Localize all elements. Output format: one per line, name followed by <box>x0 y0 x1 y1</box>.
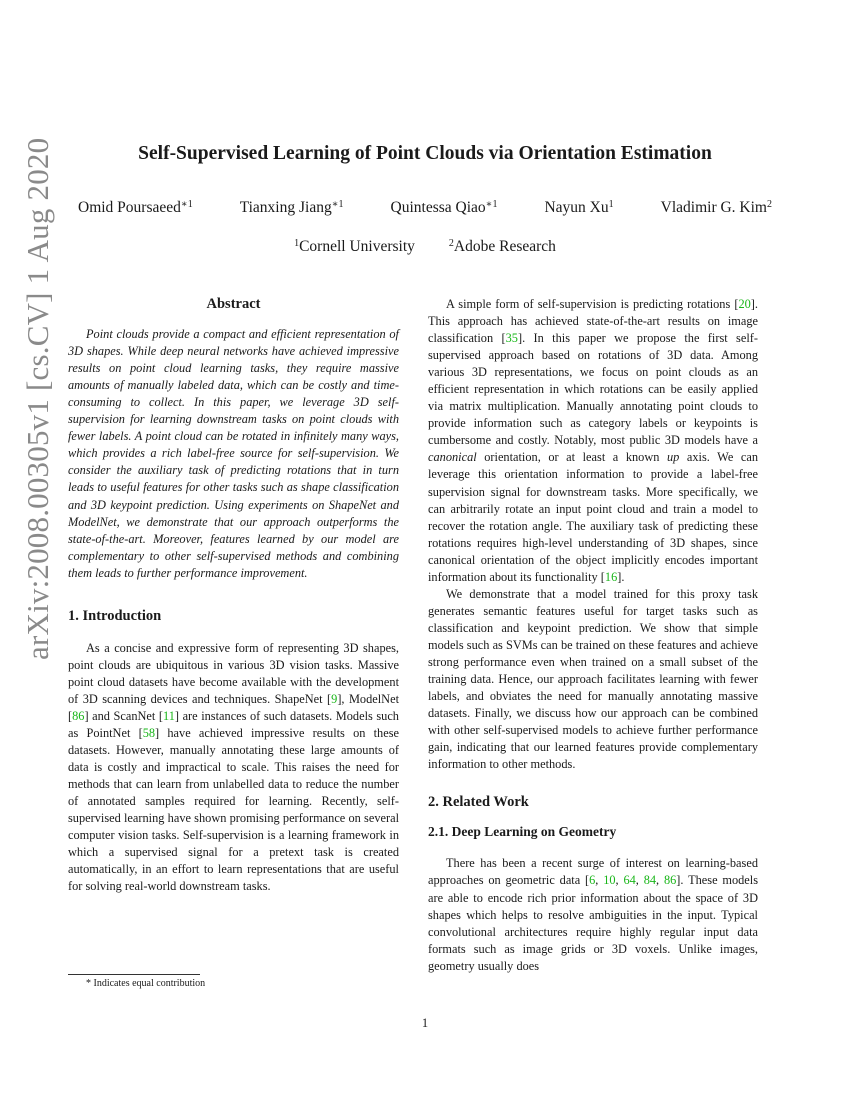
author-list <box>50 199 800 217</box>
citation-link[interactable]: 84 <box>643 873 657 888</box>
affiliation-list <box>0 238 850 256</box>
author-2-mark: ∗1 <box>331 199 344 210</box>
author-2: Tianxing Jiang$^{∗1}$ <box>239 199 344 216</box>
deep-learning-subheading: 2.1. Deep Learning on Geometry <box>428 824 617 840</box>
left-column <box>68 296 399 896</box>
citation-link[interactable]: 20 <box>738 297 751 311</box>
author-1-mark: ∗1 <box>180 199 193 210</box>
author-1: Omid Poursaeed$^{∗1}$ <box>78 199 193 216</box>
citation-link[interactable]: 10 <box>603 873 616 888</box>
related-paragraph: There has been a recent surge of interest on learning-based approaches on geometric data [6, 10, 64, 84, 86]. These models are able to encode rich prior information about the space of 3D shapes which helps to resolve ambiguities in the input. Typical convolutional architectures require highly regular input data formats such as image grids or 3D voxels. Unlike images, geometry usually does <box>428 856 759 973</box>
rotation-paragraph: A simple form of self-supervision is predicting rotations [20]. This approach has achieved state-of-the-art results on image classification [35]. In this paper we propose the first self-supervised approach based on rotations of 3D data. Among various 3D representations, we focus on point clouds as an efficient representation in which rotations can be easily applied via matrix multiplication. Manually annotating point clouds to provide information such as category labels or keypoints is cumbersome and costly. Notably, most public 3D models have a canonical orientation, or at least a known up axis. We can leverage this orientation information to provide a label-free supervision signal for downstream tasks. More specifically, we can arbitrarily rotate an input point cloud and train a model to recover the rotation angle. The auxiliary task of predicting these rotations requires high-level understanding of 3D shapes, since canonical orientation of the object implicitly encodes important information about its functionality [16]. <box>428 297 758 584</box>
paper-title: Self-Supervised Learning of Point Clouds via Orientation Estimation <box>138 143 712 164</box>
citation-link[interactable]: 86 <box>72 708 85 723</box>
page-number: 1 <box>421 1016 429 1030</box>
affiliation-1: $^1$Cornell University <box>294 238 415 255</box>
author-3-mark: ∗1 <box>485 199 498 210</box>
author-4-mark: 1 <box>608 199 614 210</box>
citation-link[interactable]: 16 <box>604 569 618 584</box>
author-4: Nayun Xu$^1$ <box>544 199 614 216</box>
right-column <box>428 296 758 975</box>
citation-link[interactable]: 58 <box>142 726 156 741</box>
arxiv-id: arXiv:2008.00305v1 [cs.CV] 1 Aug 2020 <box>20 137 55 660</box>
intro-heading: 1. Introduction <box>68 607 162 624</box>
intro-paragraph: As a concise and expressive form of representing 3D shapes, point clouds are ubiquitous in various 3D vision tasks. Massive point cloud datasets have become available with the development of 3D scanning devices and techniques. ShapeNet [9], ModelNet [86] and ScanNet [11] are instances of such datasets. Models such as PointNet [58] have achieved impressive results on these datasets. However, manually annotating these large amounts of data is costly and impractical to scale. This raises the need for methods that can learn from unlabelled data to reduce the number of annotated samples required for learning. Recently, self-supervised learning have shown promising performance on several computer vision tasks. Self-supervision is a learning framework in which a supervised signal for a pretext task is created automatically, in an effort to learn representations that are useful for solving real-world downstream tasks. <box>68 640 399 894</box>
author-5-mark: 2 <box>767 199 772 210</box>
citation-link[interactable]: 64 <box>623 873 636 888</box>
affiliation-2: $^2$Adobe Research <box>448 238 556 255</box>
citation-link[interactable]: 11 <box>163 708 175 723</box>
citation-link[interactable]: 6 <box>589 873 596 888</box>
abstract-heading: Abstract <box>206 296 261 312</box>
author-3: Quintessa Qiao$^{∗1}$ <box>390 199 498 216</box>
footnote-rule <box>68 974 200 975</box>
footnote: * Indicates equal contribution <box>86 978 206 989</box>
abstract-text: Point clouds provide a compact and efficient representation of 3D shapes. While deep neural networks have achieved impressive results on point cloud learning tasks, they require massive amounts of manually labeled data, which can be costly and time-consuming to collect. In this paper, we leverage 3D self-supervision for learning downstream tasks on point clouds with fewer labels. A point cloud can be rotated in infinitely many ways, which provides a rich label-free source for self-supervision. We consider the auxiliary task of predicting rotations that in turn leads to useful features for other tasks such as shape classification and 3D keypoint prediction. Using experiments on ShapeNet and ModelNet, we demonstrate that our approach outperforms the state-of-the-art. Moreover, features learned by our model are complementary to other self-supervised methods and combining them leads to further performance improvement. <box>68 327 399 580</box>
author-5: Vladimir G. Kim$^2$ <box>660 199 772 216</box>
citation-link[interactable]: 35 <box>505 331 518 346</box>
citation-link[interactable]: 9 <box>331 691 338 706</box>
demonstrate-paragraph: We demonstrate that a model trained for this proxy task generates semantic features useful for target tasks such as classification and keypoint prediction. We show that simple models such as SVMs can be trained on these features and achieve strong performance even when trained on a small subset of the training data. Hence, our approach facilitates learning with fewer labels, and obviates the need for manually annotating massive datasets. Finally, we discuss how our approach can be combined with other self-supervised models to achieve further performance gain, indicating that our learned features provide complementary information to other methods. <box>428 586 758 772</box>
citation-link[interactable]: 86 <box>663 873 677 888</box>
related-work-heading: 2. Related Work <box>428 794 529 811</box>
